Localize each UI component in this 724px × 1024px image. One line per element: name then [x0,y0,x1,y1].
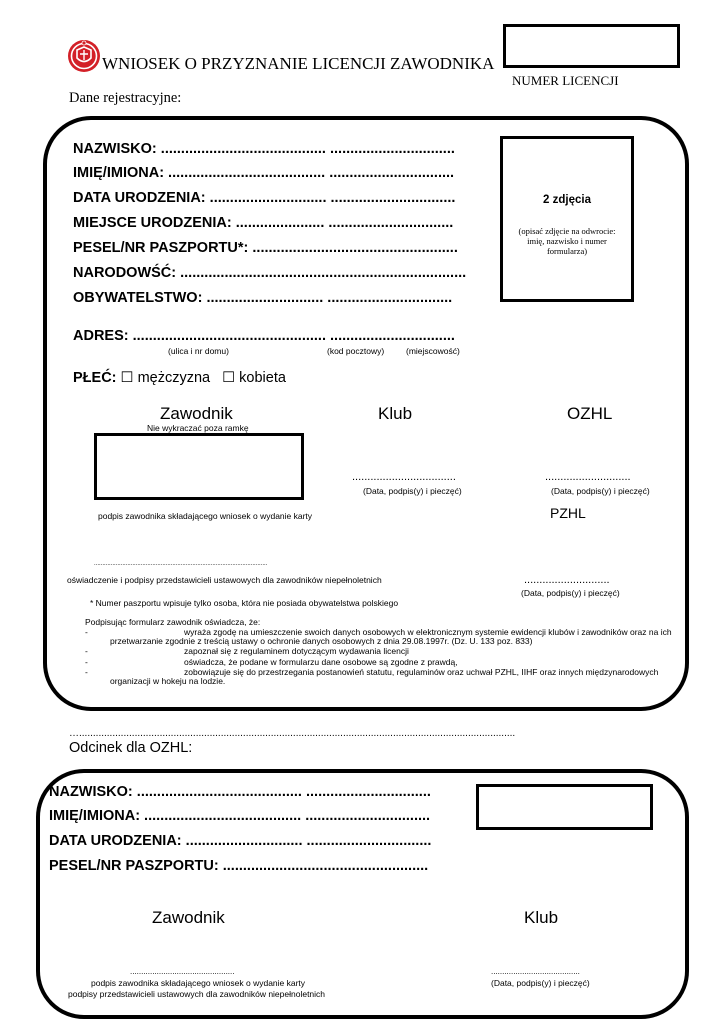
declaration-dash: - [85,627,88,637]
declaration-item: zapoznał się z regulaminem dotyczącym wydawania licencji [184,646,409,656]
stub-surname-field[interactable]: NAZWISKO: ......................................... ............................... [49,784,431,800]
stub-club-date-sign: (Data, podpis(y) i pieczęć) [491,978,590,988]
declaration-item: organizacji w hokeju na lodzie. [110,676,226,686]
photo-box[interactable] [500,136,634,302]
address-field[interactable]: ADRES: ................................................ ............................... [73,328,455,344]
club-heading: Klub [378,404,413,423]
male-checkbox[interactable]: ☐ [120,370,134,386]
stub-club-dots[interactable]: ........................................ [491,967,580,976]
declaration-item: przetwarzanie zgodnie z treścią ustawy o ochronie danych osobowych z dnia 29.08.1997r. (Dz. U. 133 poz. 833) [110,636,533,646]
stub-guardian-caption: podpisy przedstawicieli ustawowych dla zawodników niepełnoletnich [68,989,326,999]
address-hint-postal: (kod pocztowy) [327,346,385,356]
declaration-dash: - [85,646,88,656]
stub-player-dots[interactable]: ............................................... [130,967,235,976]
stub-title: Odcinek dla OZHL: [69,740,193,756]
club-date-sign: (Data, podpis(y) i pieczęć) [363,486,462,496]
player-signature-caption: podpis zawodnika składającego wniosek o wydanie karty [98,511,313,521]
address-hint-city: (miejscowość) [406,346,460,356]
license-number-box[interactable] [503,24,680,68]
birth-place-field[interactable]: MIEJSCE URODZENIA: ...................... ............................... [73,215,454,231]
player-heading: Zawodnik [160,404,233,423]
declaration-item: oświadcza, że podane w formularzu dane osobowe są zgodne z prawdą, [184,657,458,667]
male-label: mężczyzna [137,370,211,386]
frame-note: Nie wykraczać poza ramkę [147,423,249,433]
declaration-dash: - [85,667,88,677]
pzhl-logo-icon [66,38,102,74]
registration-label: Dane rejestracyjne: [69,90,182,106]
ozhl-heading: OZHL [567,404,613,423]
declaration-dash: - [85,657,88,667]
sex-row [73,370,286,386]
sex-label: PŁEĆ: [73,370,117,386]
ozhl-date-sign: (Data, podpis(y) i pieczęć) [551,486,650,496]
stub-player-heading: Zawodnik [152,908,225,927]
declarations-intro: Podpisując formularz zawodnik oświadcza, że: [85,617,261,627]
surname-field[interactable]: NAZWISKO: ......................................... ............................... [73,141,455,157]
declaration-item: zobowiązuje się do przestrzegania postanowień statutu, regulaminów oraz uchwał PZHL, IIHF oraz innych międzynarodowych [184,667,659,677]
club-signature-dots[interactable]: .................................. [352,471,456,483]
form-title: WNIOSEK O PRZYZNANIE LICENCJI ZAWODNIKA [102,54,495,73]
player-signature-box[interactable] [94,433,304,500]
passport-footnote: * Numer paszportu wpisuje tylko osoba, która nie posiada obywatelstwa polskiego [90,598,399,608]
birth-date-field[interactable]: DATA URODZENIA: ............................. ............................... [73,190,456,206]
stub-club-heading: Klub [524,908,559,927]
stub-license-box[interactable] [476,784,653,830]
declaration-item: wyraża zgodę na umieszczenie swoich danych osobowych w elektronicznym systemie ewidencji klubów i zawodników oraz na ich [184,627,672,637]
pzhl-date-sign: (Data, podpis(y) i pieczęć) [521,588,620,598]
guardian-caption: oświadczenie i podpisy przedstawicieli ustawowych dla zawodników niepełnoletnich [67,575,382,585]
cut-line: …............................................................................................................................................................. [69,728,516,739]
stub-first-names-field[interactable]: IMIĘ/IMIONA: ....................................... ............................... [49,808,431,824]
photo-note: (opisać zdjęcie na odwrocie: imię, nazwisko i numer formularza) [518,226,616,257]
ozhl-signature-dots[interactable]: ............................ [545,471,631,483]
pzhl-heading: PZHL [550,505,586,521]
stub-player-caption: podpis zawodnika składającego wniosek o wydanie karty [91,978,306,988]
pesel-field[interactable]: PESEL/NR PASZPORTU*: ................................................... [73,240,458,256]
pzhl-signature-dots[interactable]: ............................ [524,574,610,586]
stub-birth-date-field[interactable]: DATA URODZENIA: ............................. ............................... [49,833,432,849]
address-hint-street: (ulica i nr domu) [168,346,229,356]
female-checkbox[interactable]: ☐ [222,370,236,386]
stub-pesel-field[interactable]: PESEL/NR PASZPORTU: ................................................... [49,858,429,874]
photo-title: 2 zdjęcia [543,194,591,206]
citizenship-field[interactable]: OBYWATELSTWO: ............................. ............................... [73,290,453,306]
first-names-field[interactable]: IMIĘ/IMIONA: ....................................... ............................... [73,165,455,181]
license-number-label: NUMER LICENCJI [512,73,619,88]
guardian-dots[interactable]: ........................................................................................................ [94,561,268,567]
female-label: kobieta [239,370,286,386]
nationality-field[interactable]: NARODOWŚĆ: ....................................................................... [73,265,467,281]
